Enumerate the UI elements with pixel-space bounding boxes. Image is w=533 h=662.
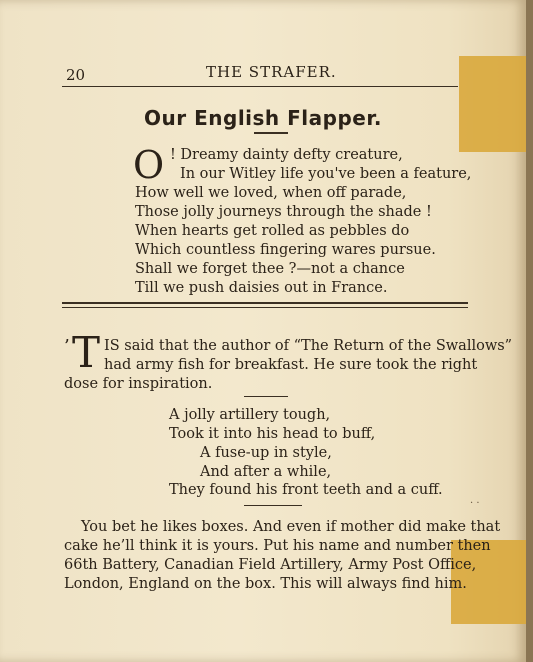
poem1-line-8: Till we push daisies out in France. [135, 280, 388, 296]
closing-line-4: London, England on the box. This will always find him. [64, 576, 467, 592]
page-number: 20 [66, 66, 86, 84]
poem1-line-5: When hearts get rolled as pebbles do [135, 223, 410, 239]
poem2-line-3: A fuse-up in style, [200, 445, 332, 461]
poem1-line-4: Those jolly journeys through the shade ! [135, 204, 432, 220]
anecdote-line-3: dose for inspiration. [64, 376, 213, 392]
section-divider-bottom [62, 307, 468, 308]
poem2-line-5: They found his front teeth and a cuff. [169, 482, 443, 498]
drop-cap-apostrophe: ’ [64, 336, 70, 357]
tape-strip-top [459, 56, 526, 152]
poem1-line-6: Which countless fingering wares pursue. [135, 242, 436, 258]
poem-title: Our English Flapper. [144, 106, 382, 130]
poem1-line-2: In our Witley life you've been a feature, [180, 166, 472, 182]
page-edge [526, 0, 533, 662]
anecdote-line-1: IS said that the author of “The Return of the Swallows” [104, 338, 513, 354]
section-divider-top [62, 302, 468, 304]
ink-specks: · · [470, 498, 480, 509]
closing-line-2: cake he’ll think it is yours. Put his name and number then [64, 538, 491, 554]
poem2-line-4: And after a while, [200, 464, 332, 480]
poem2-line-2: Took it into his head to buff, [169, 426, 376, 442]
drop-cap-t: T [72, 328, 101, 377]
title-underline [254, 132, 288, 134]
drop-cap-o: O [133, 143, 165, 187]
running-title: THE STRAFER. [206, 63, 337, 81]
poem2-line-1: A jolly artillery tough, [169, 407, 331, 423]
closing-line-3: 66th Battery, Canadian Field Artillery, Army Post Office, [64, 557, 477, 573]
header-rule [62, 86, 458, 87]
mid-divider [244, 396, 288, 397]
poem1-line-3: How well we loved, when off parade, [135, 185, 407, 201]
anecdote-line-2: had army fish for breakfast. He sure took the right [104, 357, 478, 373]
poem1-line-7: Shall we forget thee ?—not a chance [135, 261, 405, 277]
lower-divider [244, 505, 302, 506]
poem1-line-1: ! Dreamy dainty defty creature, [170, 147, 403, 163]
closing-line-1: You bet he likes boxes. And even if mother did make that [81, 519, 501, 535]
